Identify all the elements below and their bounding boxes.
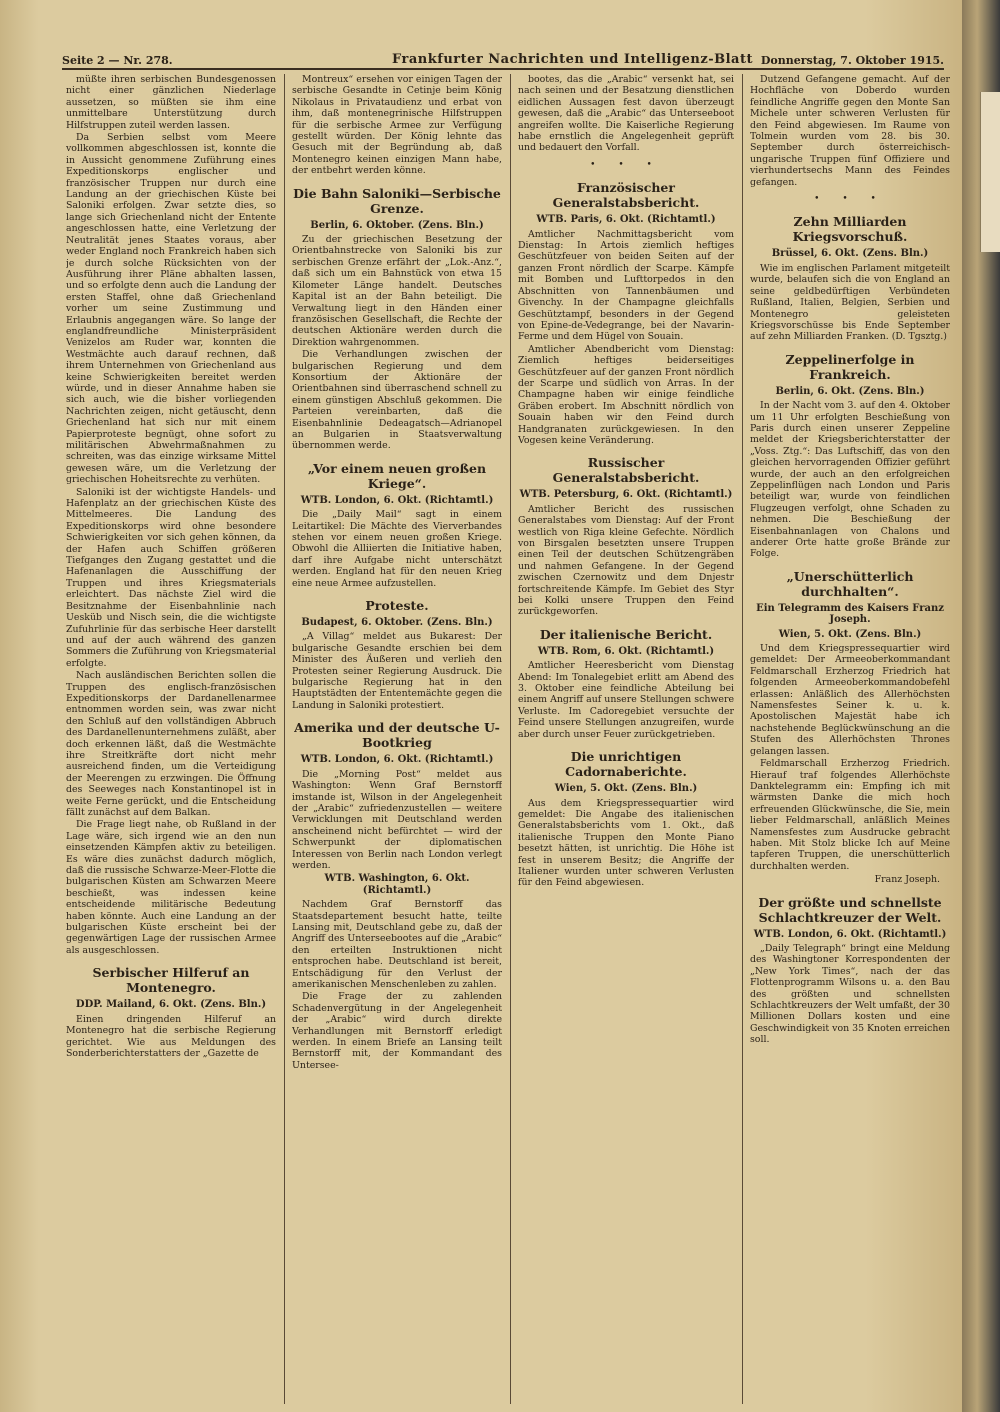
newspaper-title: Frankfurter Nachrichten und Intelligenz-Blatt [392,52,753,67]
dateline: Budapest, 6. Oktober. (Zens. Bln.) [301,617,493,629]
article-headline: Der italienische Bericht. [539,626,713,642]
dateline: Wien, 5. Okt. (Zens. Bln.) [554,783,698,795]
column-divider [510,74,511,1404]
dateline: Wien, 5. Okt. (Zens. Bln.) [778,628,922,640]
article-text: Die „Daily Mail“ sagt in einem Leitartikel: Die Mächte des Vierverbandes stehen vor einem neuen großen Kriege. Obwohl die Alliierten die Initiative haben, darf ihre Aufgabe nicht unterschätzt werden. England hat für den neuen Krieg eine neue Armee aufzustellen. [292,509,502,589]
article-headline: Der größte und schnellste Schlachtkreuzer der Welt. [758,894,942,925]
article-text: Amtlicher Nachmittagsbericht vom Dienstag: In Artois ziemlich heftiges Geschützfeuer von beiden Seiten auf der ganzen Front nördlich der Scarpe. Kämpfe mit Bomben und Lufttorpedos in den Abschnitten von Tannenbäumen und Givenchy. In der Champagne gleichfalls Geschütztampf, besonders in der Gegend von Epine-de-Vedegrange, bei der Navarin-Ferme und dem Hügel von Souain. [518,228,734,343]
dateline: Berlin, 6. Oktober. (Zens. Bln.) [310,219,484,231]
dateline: WTB. London, 6. Okt. (Richtamtl.) [753,928,947,940]
article-text: Dutzend Gefangene gemacht. Auf der Hochfläche von Doberdo wurden feindliche Angriffe gegen den Monte San Michele unter schweren Verlusten für den Feind abgewiesen. Im Raume von Tolmein wurden vom 28. bis 30. September durch österreichisch-ungarische Truppen fünf Offiziere und vierhundertsechs Mann des Feindes gefangen. [750,74,950,188]
article-text: Da Serbien selbst vom Meere vollkommen abgeschlossen ist, konnte die in Aussicht genommene Zuführung eines Expeditionskorps englischer und französischer Truppen nur durch eine Landung an der griechischen Küste bei Saloniki erfolgen. Zwar setzte dies, so lange sich Griechenland nicht der Entente angeschlossen hatte, eine Verletzung der Neutralität jenes Staates voraus, aber weder England noch Frankreich haben sich je durch solche Rücksichten von der Ausführung ihrer Pläne abhalten lassen, und so erfolgte denn auch die Landung der ersten Staffel, ohne daß Griechenland vorher um seine Zustimmung und Erlaubnis angegangen wäre. So lange der englandfreundliche Ministerpräsident Venizelos am Ruder war, konnten die Westmächte auch darauf rechnen, daß ihrem Unternehmen von Griechenland aus keine Schwierigkeiten bereitet werden würde, und in dieser Annahme haben sie sich auch, wie die bisher vorliegenden Nachrichten zeigen, nicht getäuscht, denn Griechenland hat sich nur mit einem Papierproteste begnügt, ohne sofort zu militärischen Abwehrmaßnahmen zu schreiten, was das einzige wirksame Mittel gewesen wäre, um die Verletzung der griechischen Hoheitsrechte zu verhüten. [66,132,276,486]
column-divider [742,74,743,1404]
article-text: In der Nacht vom 3. auf den 4. Oktober um 11 Uhr erfolgten Beschießung von Paris durch einen unserer Zeppeline meldet der Kriegsberichterstatter der „Voss. Ztg.“: Das Luftschiff, das von den gleichen hervorragenden Offizier geführt wurde, der auch an den erfolgreichen Zeppelinflügen nach London und Paris beteiligt war, wurde von feindlichen Flugzeugen verfolgt, ohne Schaden zu nehmen. Die Beschießung der Eisenbahnanlagen von Chalons und anderer Orte hatte große Brände zur Folge. [750,400,950,560]
article-headline: Zeppelinerfolge in Frankreich. [785,351,915,382]
article-headline: Russischer Generalstabsbericht. [552,455,700,486]
article-text: Montreux“ ersehen vor einigen Tagen der serbische Gesandte in Cetinje beim König Nikolaus in Privataudienz und erbat von ihm, daß montenegrinische Hilfstruppen für die serbische Armee zur Verfügung gestellt würden. Der König lehnte das Gesuch mit der Begründung ab, daß Montenegro keinen einzigen Mann habe, der entbehrt werden könne. [292,74,502,177]
dateline: WTB. London, 6. Okt. (Richtamtl.) [300,494,494,506]
adjacent-page-edge [980,92,1000,252]
article-text: Die „Morning Post“ meldet aus Washington: Wenn Graf Bernstorff imstande ist, Wilson in der Angelegenheit der „Arabic“ zufriedenzustellen — weitere Verwicklungen mit Deutschland werden anscheinend nicht befürchtet — wird der Schwerpunkt der diplomatischen Interessen von Berlin nach London verlegt werden. [292,768,502,871]
masthead [62,50,944,70]
dateline: WTB. Paris, 6. Okt. (Richtamtl.) [536,214,716,226]
masthead-rule [62,68,944,70]
article-text: Nachdem Graf Bernstorff das Staatsdepartement besucht hatte, teilte Lansing mit, Deutschland gebe zu, daß der Angriff des Unterseebootes auf die „Arabic“ den erteilten Instruktionen nicht entsprochen habe. Deutschland ist bereit, Entschädigung für den Verlust der amerikanischen Menschenleben zu zahlen. [292,899,502,990]
column-1 [66,74,276,1404]
article-text: Wie im englischen Parlament mitgeteilt wurde, belaufen sich die von England an seine geldbedürftigen Verbündeten Rußland, Italien, Belgien, Serbien und Montenegro geleisteten Kriegsvorschüsse bis Ende September auf zehn Milliarden Franken. (D. Tgsztg.) [750,262,950,343]
article-headline: „Unerschütterlich durchhalten“. [786,568,914,599]
article-headline: Serbischer Hilferuf an Montenegro. [92,965,250,996]
dateline: Brüssel, 6. Okt. (Zens. Bln.) [771,248,929,260]
column-3 [518,74,734,1404]
column-2 [292,74,502,1404]
column-divider [284,74,285,1404]
article-text: Feldmarschall Erzherzog Friedrich. Hierauf traf folgendes Allerhöchste Danktelegramm ein: Empfing ich mit wärmsten Danke die mich hoch erfreuenden Glückwünsche, die Sie, mein lieber Feldmarschall, anläßlich Meines Namensfestes zum Ausdrucke gebracht haben. Mit Stolz blicke Ich auf Meine tapferen Truppen, die unerschütterlich durchhalten werden. [750,758,950,872]
article-headline: Die Bahn Saloniki—Serbische Grenze. [293,185,501,216]
dateline: WTB. London, 6. Okt. (Richtamtl.) [300,754,494,766]
article-text: Die Frage liegt nahe, ob Rußland in der Lage wäre, sich irgend wie an den nun einsetzenden Kämpfen aktiv zu beteiligen. Es wäre dies zunächst dadurch möglich, daß die russische Schwarze-Meer-Flotte die bulgarischen Küsten am Schwarzen Meere beschießt, was indessen keine entscheidende militärische Bedeutung haben könnte. Auch eine Landung an der bulgarischen Küste erscheint bei der gegenwärtigen Lage der russischen Armee als ausgeschlossen. [66,819,276,956]
article-text: Amtlicher Bericht des russischen Generalstabes vom Dienstag: Auf der Front westlich von Riga kleine Gefechte. Nördlich von Birsgalen besetzten unsere Truppen einen Teil der deutschen Schützengräben und nahmen Gefangene. In der Gegend zwischen Czernowitz und dem Dnjestr fortschreitende Kämpfe. Im Gebiet des Styr bei Kolki unsere Truppen den Feind zurückgeworfen. [518,503,734,618]
section-separator: • • • [590,159,662,170]
dateline: DDP. Mailand, 6. Okt. (Zens. Bln.) [75,999,267,1011]
dateline: WTB. Petersburg, 6. Okt. (Richtamtl.) [519,489,733,501]
column-4 [750,74,950,1404]
article-headline: Die unrichtigen Cadornaberichte. [565,749,687,780]
article-text: Nach ausländischen Berichten sollen die Truppen des englisch-französischen Expeditionskorps der Dardanellenarmee entnommen worden sein, was zwar nicht den Schluß auf den vollständigen Abbruch des Dardanellenunternehmens zuläßt, aber doch erkennen läßt, daß die Westmächte ihre Streitkräfte dort nicht mehr ausreichend finden, um die Verteidigung der Meerengen zu erzwingen. Die Öffnung des Seeweges nach Konstantinopel ist in weite Ferne gerückt, und die Entscheidung fällt zunächst auf dem Balkan. [66,670,276,818]
article-headline: Amerika und der deutsche U-Bootkrieg [294,720,500,751]
issue-date: Donnerstag, 7. Oktober 1915. [760,54,944,67]
article-text: müßte ihren serbischen Bundesgenossen nicht einer gänzlichen Niederlage aussetzen, so müßten sie ihm eine unmittelbare Unterstützung durch Hilfstruppen zuteil werden lassen. [66,74,276,131]
article-subheadline: Ein Telegramm des Kaisers Franz Joseph. [756,602,944,626]
article-text: Und dem Kriegspressequartier wird gemeldet: Der Armeeoberkommandant Feldmarschall Erzherzog Friedrich hat folgenden Armeeoberkommandobefehl erlassen: Anläßlich des Allerhöchsten Namensfestes Seiner k. u. k. Apostolischen Majestät habe ich nachstehende Beglückwünschung an die Stufen des Allerhöchsten Thrones gelangen lassen. [750,643,950,757]
signature: Franz Joseph. [874,874,940,886]
article-text: Die Verhandlungen zwischen der bulgarischen Regierung und dem Konsortium der Aktionäre der Orientbahnen sind überraschend schnell zu einem günstigen Abschluß gekommen. Die Parteien vereinbarten, daß die Eisenbahnlinie Dedeagatsch—Adrianopel an Bulgarien in Staatsverwaltung übernommen werde. [292,349,502,452]
dateline: WTB. Rom, 6. Okt. (Richtamtl.) [537,645,715,657]
dateline: WTB. Washington, 6. Okt. (Richtamtl.) [324,873,470,896]
page-number: Seite 2 — Nr. 278. [62,54,173,67]
dateline: Berlin, 6. Okt. (Zens. Bln.) [775,385,925,397]
article-headline: Proteste. [365,598,429,614]
article-headline: Zehn Milliarden Kriegsvorschuß. [792,214,908,245]
article-text: „Daily Telegraph“ bringt eine Meldung des Washingtoner Korrespondenten der „New York Times“, nach der das Flottenprogramm Wilsons u. a. den Bau des größten und schnellsten Schlachtkreuzers der Welt umfaßt, der 30 Millionen Dollars kosten und eine Geschwindigkeit von 35 Knoten erreichen soll. [750,942,950,1046]
article-text: Saloniki ist der wichtigste Handels- und Hafenplatz an der griechischen Küste des Mittelmeeres. Die Landung des Expeditionskorps wird ohne besondere Schwierigkeiten vor sich gehen können, da der Hafen auch Schiffen größeren Tiefganges den Zugang gestattet und die Hafenanlagen die Ausschiffung der Truppen und ihres Kriegsmaterials erleichtert. Das nächste Ziel wird die Besitznahme der Eisenbahnlinie nach Uesküb und Nisch sein, die die wichtigste Zufuhrlinie für das serbische Heer darstellt und auf der auch während des ganzen Sommers die Zuführung von Kriegsmaterial erfolgte. [66,486,276,669]
article-text: Einen dringenden Hilferuf an Montenegro hat die serbische Regierung gerichtet. Wie aus Meldungen des Sonderberichterstatters der „Gazette de [66,1013,276,1059]
article-text: Die Frage der zu zahlenden Schadenvergütung in der Angelegenheit der „Arabic“ wird durch direkte Verhandlungen mit Bernstorff erledigt werden. In einem Briefe an Lansing teilt Bernstorff mit, der Kommandant des Untersee- [292,991,502,1071]
article-headline: Französischer Generalstabsbericht. [552,180,700,211]
article-headline: „Vor einem neuen großen Kriege“. [307,460,487,491]
article-text: Aus dem Kriegspressequartier wird gemeldet: Die Angabe des italienischen Generalstabsberichts vom 1. Okt., daß italienische Truppen den Monte Piano besetzt hätten, ist unrichtig. Die Höhe ist fest in unserem Besitz; die Angriffe der Italiener wurden unter schweren Verlusten für den Feind abgewiesen. [518,797,734,889]
article-text: Amtlicher Heeresbericht vom Dienstag Abend: Im Tonalegebiet erlitt am Abend des 3. Oktober eine feindliche Abteilung bei einem Angriff auf unsere Stellungen schwere Verluste. Im Cadoregebiet versuchte der Feind unsere Stellungen anzugreifen, wurde aber durch unser Feuer zurückgetrieben. [518,660,734,740]
article-text: „A Villag“ meldet aus Bukarest: Der bulgarische Gesandte erschien bei dem Minister des Äußeren und verlieh den Protesten seiner Regierung Ausdruck. Die bulgarische Regierung hat in den Hauptstädten der Ententemächte gegen die Landung in Saloniki protestiert. [292,631,502,711]
article-text: bootes, das die „Arabic“ versenkt hat, sei nach seinen und der Besatzung dienstlichen eidlichen Aussagen fest davon überzeugt gewesen, daß die „Arabic“ das Unterseeboot angreifen wollte. Die Kaiserliche Regierung habe ernstlich die Angelegenheit geprüft und bedauert den Vorfall. [518,74,734,154]
article-text: Amtlicher Abendbericht vom Dienstag: Ziemlich heftiges beiderseitiges Geschützfeuer auf der ganzen Front nördlich der Scarpe und südlich von Arras. In der Champagne haben wir einige feindliche Gräben erobert. Im Abschnitt nördlich von Souain haben wir den Feind durch Handgranaten zurückgewiesen. In den Vogesen keine Veränderung. [518,343,734,446]
section-separator: • • • [814,194,886,205]
article-text: Zu der griechischen Besetzung der Orientbahnstrecke von Saloniki bis zur serbischen Grenze erfährt der „Lok.-Anz.“, daß sich um ein Bahnstück von etwa 15 Kilometer Länge handelt. Deutsches Kapital ist an der Bahn beteiligt. Die Verwaltung liegt in den Händen einer französischen Gesellschaft, die Rechte der deutschen Aktionäre werden durch die Direktion wahrgenommen. [292,234,502,348]
